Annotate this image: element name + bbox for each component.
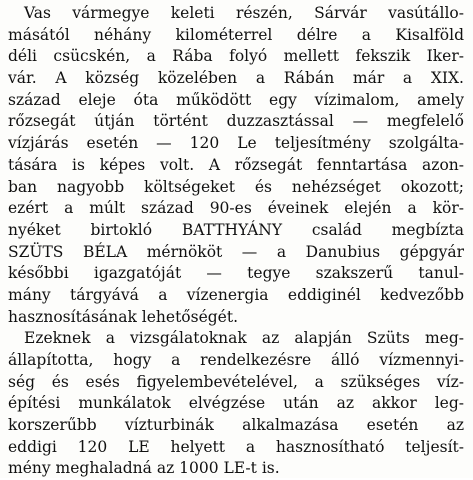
text-line: nyéket birtokló BATTHYÁNY család megbízta (8, 220, 464, 239)
text-line: század eleje óta működött egy vízimalom, amely (8, 90, 464, 109)
text-line: ezért a múlt század 90-es éveinek elején a kör- (8, 199, 464, 218)
paragraph-1 (8, 3, 464, 328)
text-line: vár. A község közelében a Rábán már a XIX. (8, 69, 464, 88)
text-line: ség és esés figyelembevételével, a szükséges víz- (8, 372, 464, 391)
paragraph-2 (8, 328, 464, 480)
text-line: eddigi 120 LE helyett a hasznosítható teljesít- (8, 437, 464, 456)
text-line: Vas vármegye keleti részén, Sárvár vasútállo- (24, 4, 464, 22)
text-line: mány tárgyává a vízenergia eddiginél kedvezőbb (8, 285, 464, 304)
text-line: korszerűbb vízturbinák alkalmazása esetén az (8, 416, 464, 435)
text-line: másától néhány kilométerrel délre a Kisalföld (8, 25, 464, 44)
text-line: Ezeknek a vizsgálatoknak az alapján Szüts meg- (24, 329, 464, 348)
text-line: déli csücskén, a Rába folyó mellett fekszik Iker- (8, 47, 464, 66)
text-line: vízjárás esetén — 120 Le teljesítmény szolgálta- (8, 134, 464, 153)
text-line: SZÜTS BÉLA mérnököt — a Danubius gépgyár (8, 242, 464, 261)
text-line: tására is képes volt. A rőzsegát fenntartása azon- (8, 155, 464, 174)
text-line: mény meghaladná az 1000 LE-t is. (8, 459, 280, 478)
text-line: hasznosításának lehetőségét. (8, 307, 239, 326)
text-line: állapította, hogy a rendelkezésre álló vízmennyi- (8, 351, 464, 369)
text-line: ban nagyobb költségeket és nehézséget okozott; (8, 177, 464, 196)
article-text (8, 3, 464, 480)
text-line: építési munkálatok elvégzése után az akkor leg- (8, 394, 464, 413)
text-line: későbbi igazgatóját — tegye szakszerű tanul- (8, 264, 464, 283)
text-line: rőzsegát útján történt duzzasztással — megfelelő (8, 112, 464, 131)
